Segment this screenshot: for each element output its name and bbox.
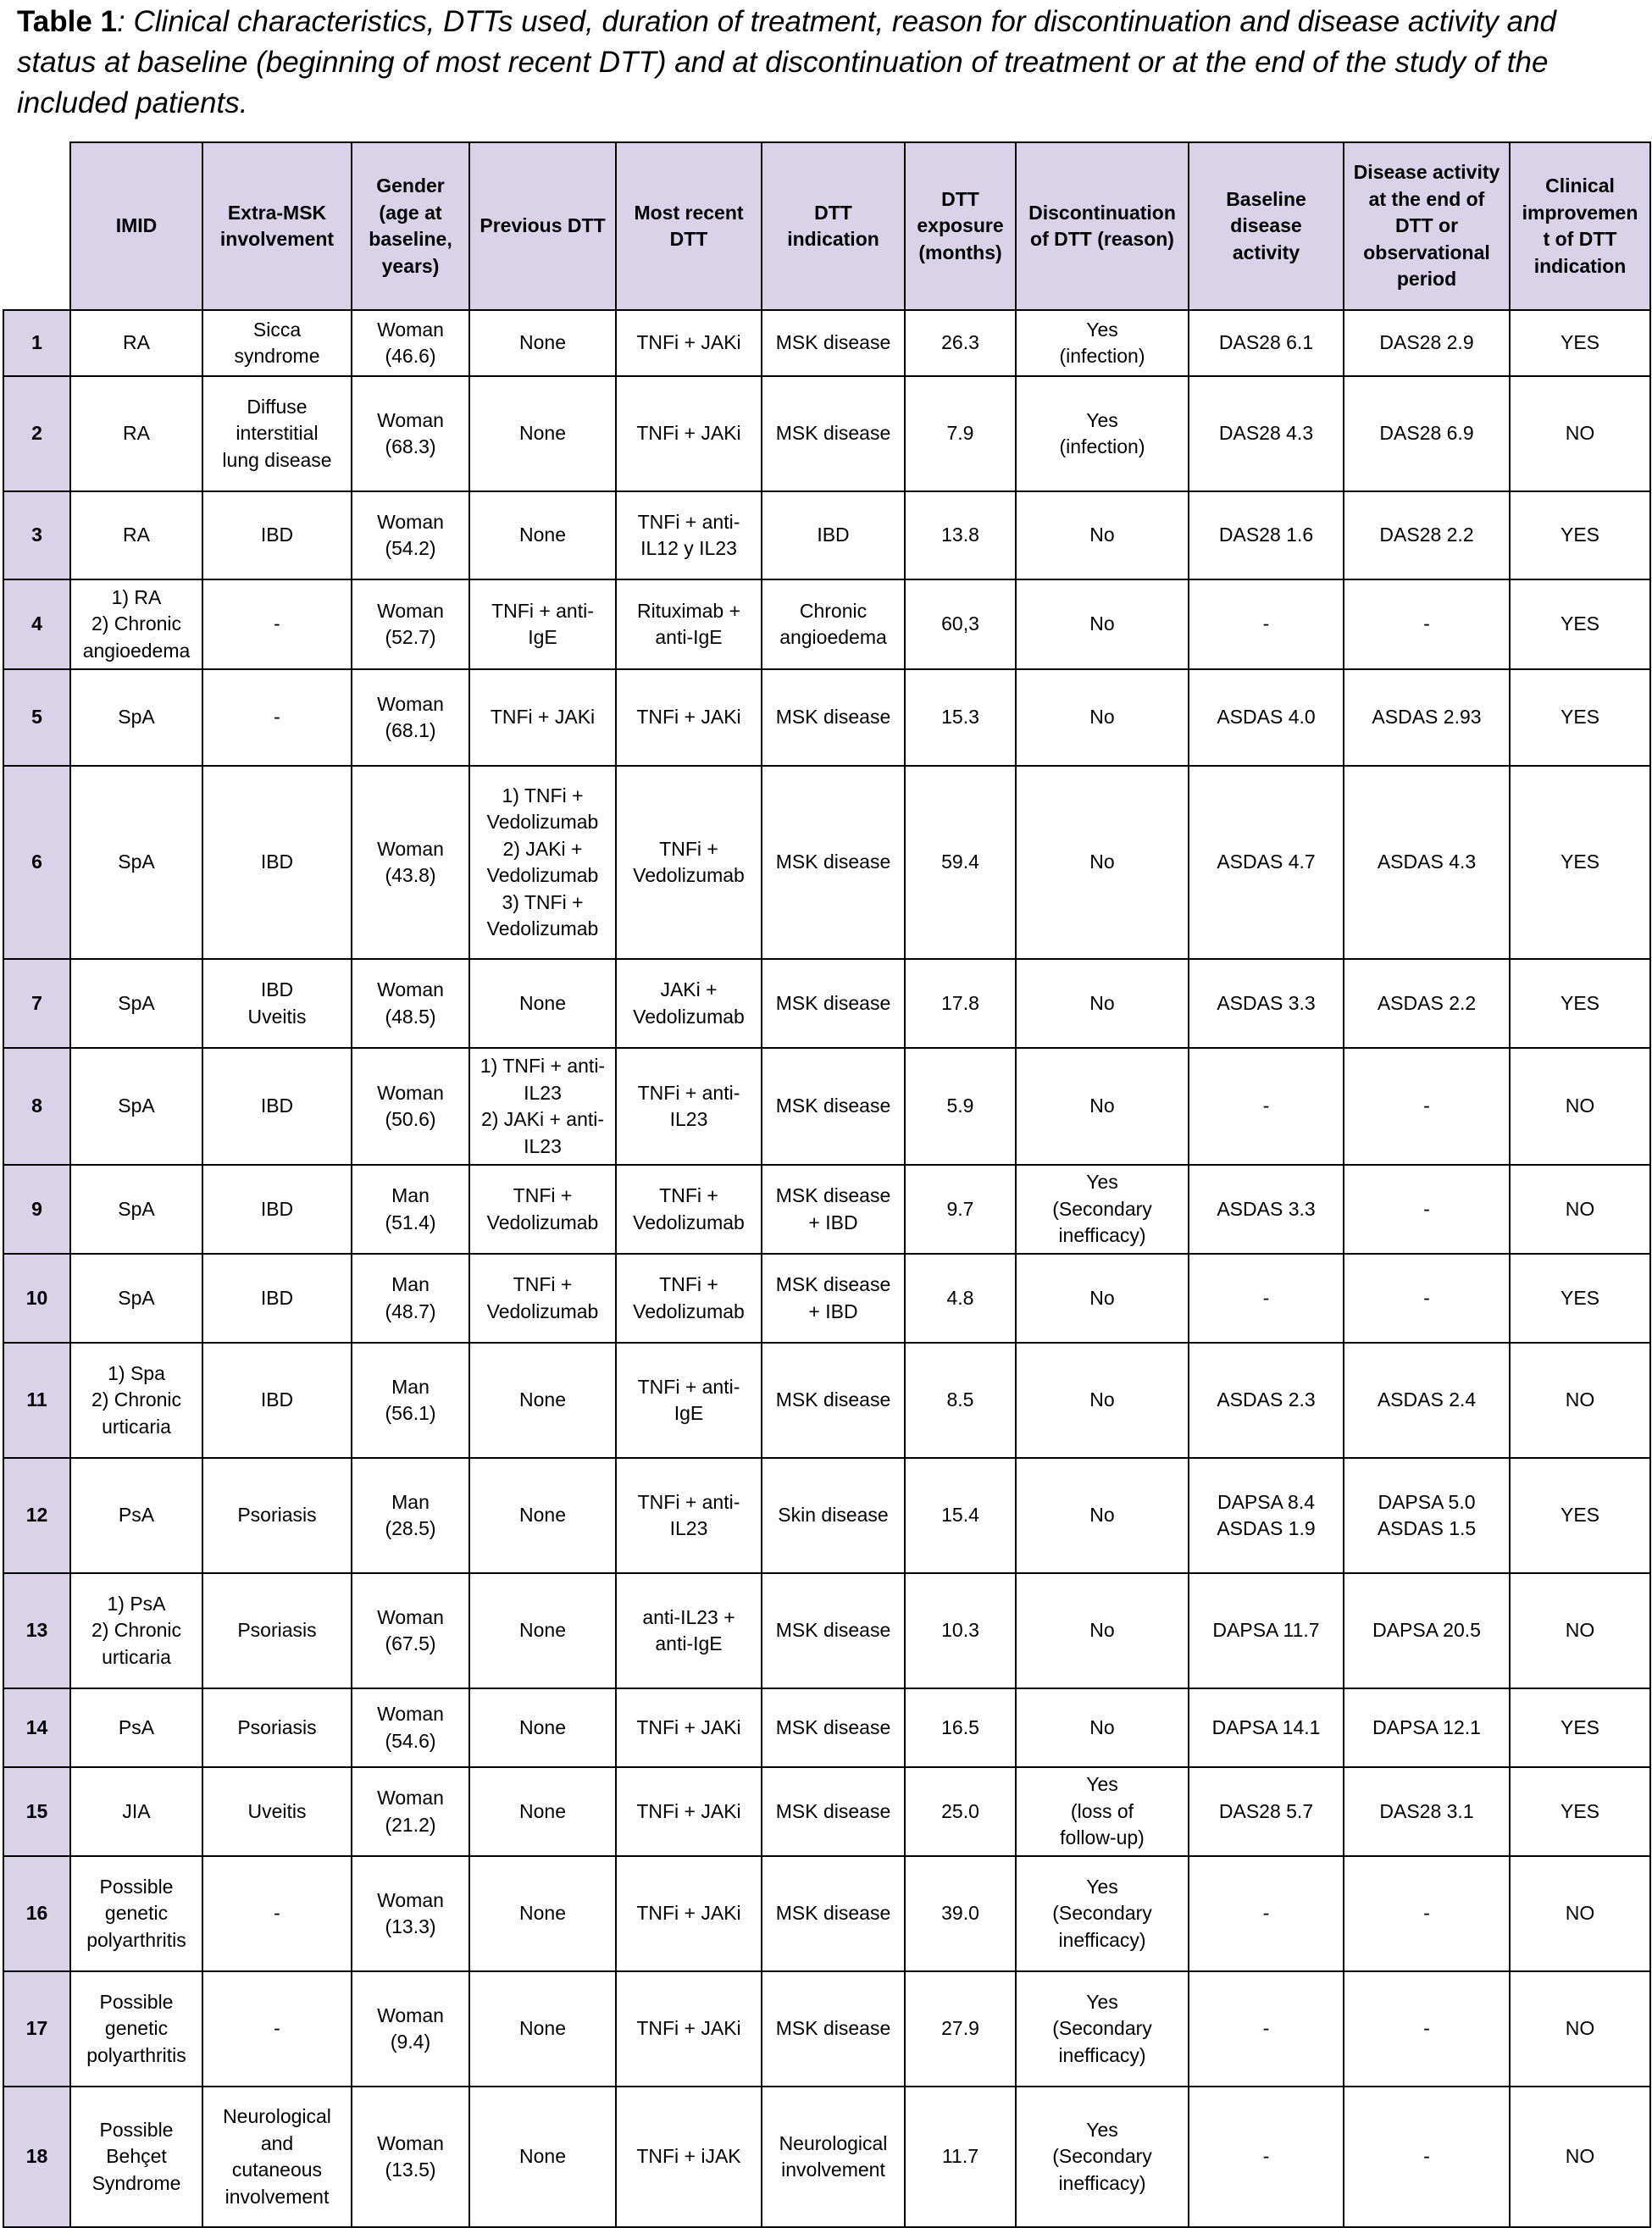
cell-discontinuation: No bbox=[1016, 1343, 1189, 1458]
cell-previous-dtt: None bbox=[469, 1343, 616, 1458]
cell-imid: PsA bbox=[70, 1688, 202, 1767]
cell-baseline-activity: - bbox=[1189, 579, 1344, 669]
clinical-characteristics-table bbox=[3, 141, 1651, 2228]
cell-end-activity: - bbox=[1344, 1048, 1510, 1165]
row-number: 2 bbox=[3, 376, 70, 491]
cell-clinical-improvement: YES bbox=[1510, 1254, 1650, 1343]
table-row bbox=[3, 491, 1650, 579]
cell-dtt-indication: MSK disease + IBD bbox=[762, 1254, 905, 1343]
cell-gender-age: Woman (43.8) bbox=[352, 766, 469, 959]
table-row bbox=[3, 1767, 1650, 1856]
cell-end-activity: ASDAS 4.3 bbox=[1344, 766, 1510, 959]
cell-imid: RA bbox=[70, 310, 202, 376]
header-most-recent-dtt: Most recent DTT bbox=[616, 142, 762, 310]
cell-dtt-indication: MSK disease bbox=[762, 1573, 905, 1688]
cell-previous-dtt: None bbox=[469, 1856, 616, 1971]
cell-most-recent-dtt: JAKi + Vedolizumab bbox=[616, 959, 762, 1048]
cell-clinical-improvement: YES bbox=[1510, 491, 1650, 579]
cell-clinical-improvement: YES bbox=[1510, 1458, 1650, 1573]
cell-imid: 1) PsA 2) Chronic urticaria bbox=[70, 1573, 202, 1688]
cell-gender-age: Man (56.1) bbox=[352, 1343, 469, 1458]
row-number: 1 bbox=[3, 310, 70, 376]
cell-baseline-activity: ASDAS 2.3 bbox=[1189, 1343, 1344, 1458]
row-number: 15 bbox=[3, 1767, 70, 1856]
header-gender-age: Gender (age at baseline, years) bbox=[352, 142, 469, 310]
table-row bbox=[3, 579, 1650, 669]
cell-discontinuation: Yes (Secondary inefficacy) bbox=[1016, 1856, 1189, 1971]
cell-imid: RA bbox=[70, 376, 202, 491]
cell-baseline-activity: DAS28 4.3 bbox=[1189, 376, 1344, 491]
cell-imid: SpA bbox=[70, 959, 202, 1048]
cell-extra-msk: IBD bbox=[202, 766, 352, 959]
cell-clinical-improvement: NO bbox=[1510, 1573, 1650, 1688]
cell-clinical-improvement: YES bbox=[1510, 579, 1650, 669]
cell-discontinuation: No bbox=[1016, 766, 1189, 959]
cell-baseline-activity: ASDAS 3.3 bbox=[1189, 959, 1344, 1048]
cell-discontinuation: No bbox=[1016, 959, 1189, 1048]
row-number: 10 bbox=[3, 1254, 70, 1343]
cell-discontinuation: Yes (Secondary inefficacy) bbox=[1016, 1165, 1189, 1254]
cell-discontinuation: No bbox=[1016, 491, 1189, 579]
cell-clinical-improvement: NO bbox=[1510, 1048, 1650, 1165]
table-row bbox=[3, 2087, 1650, 2227]
cell-clinical-improvement: YES bbox=[1510, 310, 1650, 376]
cell-dtt-exposure: 26.3 bbox=[905, 310, 1016, 376]
cell-dtt-exposure: 60,3 bbox=[905, 579, 1016, 669]
row-number: 12 bbox=[3, 1458, 70, 1573]
cell-baseline-activity: - bbox=[1189, 2087, 1344, 2227]
cell-end-activity: ASDAS 2.2 bbox=[1344, 959, 1510, 1048]
table-row bbox=[3, 1458, 1650, 1573]
cell-extra-msk: - bbox=[202, 579, 352, 669]
cell-discontinuation: No bbox=[1016, 1254, 1189, 1343]
table-row bbox=[3, 1856, 1650, 1971]
cell-most-recent-dtt: TNFi + Vedolizumab bbox=[616, 1254, 762, 1343]
cell-clinical-improvement: NO bbox=[1510, 1343, 1650, 1458]
cell-dtt-indication: MSK disease bbox=[762, 959, 905, 1048]
row-number: 6 bbox=[3, 766, 70, 959]
cell-dtt-exposure: 11.7 bbox=[905, 2087, 1016, 2227]
row-number: 7 bbox=[3, 959, 70, 1048]
cell-end-activity: - bbox=[1344, 579, 1510, 669]
cell-imid: 1) RA 2) Chronic angioedema bbox=[70, 579, 202, 669]
cell-discontinuation: Yes (loss of follow-up) bbox=[1016, 1767, 1189, 1856]
cell-baseline-activity: ASDAS 3.3 bbox=[1189, 1165, 1344, 1254]
cell-dtt-exposure: 9.7 bbox=[905, 1165, 1016, 1254]
cell-extra-msk: - bbox=[202, 1971, 352, 2087]
cell-imid: SpA bbox=[70, 1165, 202, 1254]
cell-most-recent-dtt: TNFi + JAKi bbox=[616, 1856, 762, 1971]
cell-dtt-exposure: 7.9 bbox=[905, 376, 1016, 491]
row-number: 13 bbox=[3, 1573, 70, 1688]
table-row bbox=[3, 1048, 1650, 1165]
header-dtt-exposure: DTT exposure (months) bbox=[905, 142, 1016, 310]
cell-gender-age: Woman (46.6) bbox=[352, 310, 469, 376]
cell-clinical-improvement: NO bbox=[1510, 1971, 1650, 2087]
cell-dtt-indication: Neurological involvement bbox=[762, 2087, 905, 2227]
cell-dtt-indication: MSK disease bbox=[762, 1971, 905, 2087]
cell-extra-msk: IBD bbox=[202, 1048, 352, 1165]
cell-baseline-activity: DAPSA 8.4 ASDAS 1.9 bbox=[1189, 1458, 1344, 1573]
cell-extra-msk: Psoriasis bbox=[202, 1458, 352, 1573]
table-row bbox=[3, 1573, 1650, 1688]
cell-extra-msk: Neurological and cutaneous involvement bbox=[202, 2087, 352, 2227]
cell-previous-dtt: None bbox=[469, 491, 616, 579]
cell-discontinuation: Yes (infection) bbox=[1016, 376, 1189, 491]
header-row bbox=[3, 142, 1650, 310]
cell-dtt-exposure: 8.5 bbox=[905, 1343, 1016, 1458]
cell-extra-msk: - bbox=[202, 1856, 352, 1971]
table-row bbox=[3, 959, 1650, 1048]
cell-dtt-indication: MSK disease bbox=[762, 376, 905, 491]
cell-gender-age: Woman (67.5) bbox=[352, 1573, 469, 1688]
cell-gender-age: Woman (68.3) bbox=[352, 376, 469, 491]
cell-imid: 1) Spa 2) Chronic urticaria bbox=[70, 1343, 202, 1458]
cell-discontinuation: No bbox=[1016, 1458, 1189, 1573]
header-discontinuation: Discontinuation of DTT (reason) bbox=[1016, 142, 1189, 310]
header-end-activity: Disease activity at the end of DTT or observational period bbox=[1344, 142, 1510, 310]
cell-gender-age: Woman (52.7) bbox=[352, 579, 469, 669]
cell-dtt-exposure: 25.0 bbox=[905, 1767, 1016, 1856]
cell-most-recent-dtt: TNFi + iJAK bbox=[616, 2087, 762, 2227]
cell-imid: Possible Behçet Syndrome bbox=[70, 2087, 202, 2227]
cell-baseline-activity: - bbox=[1189, 1856, 1344, 1971]
cell-gender-age: Man (48.7) bbox=[352, 1254, 469, 1343]
cell-extra-msk: Psoriasis bbox=[202, 1573, 352, 1688]
row-number: 16 bbox=[3, 1856, 70, 1971]
cell-end-activity: DAPSA 5.0 ASDAS 1.5 bbox=[1344, 1458, 1510, 1573]
cell-previous-dtt: TNFi + Vedolizumab bbox=[469, 1254, 616, 1343]
cell-extra-msk: Diffuse interstitial lung disease bbox=[202, 376, 352, 491]
cell-end-activity: DAS28 3.1 bbox=[1344, 1767, 1510, 1856]
header-extra-msk-involvement: Extra-MSK involvement bbox=[202, 142, 352, 310]
cell-dtt-indication: MSK disease bbox=[762, 1048, 905, 1165]
cell-imid: RA bbox=[70, 491, 202, 579]
cell-extra-msk: - bbox=[202, 669, 352, 766]
cell-imid: Possible genetic polyarthritis bbox=[70, 1971, 202, 2087]
cell-most-recent-dtt: TNFi + JAKi bbox=[616, 310, 762, 376]
cell-baseline-activity: ASDAS 4.0 bbox=[1189, 669, 1344, 766]
cell-dtt-indication: MSK disease bbox=[762, 669, 905, 766]
cell-discontinuation: No bbox=[1016, 579, 1189, 669]
caption-label: Table 1 bbox=[17, 5, 118, 38]
cell-discontinuation: Yes (Secondary inefficacy) bbox=[1016, 1971, 1189, 2087]
cell-end-activity: ASDAS 2.4 bbox=[1344, 1343, 1510, 1458]
cell-imid: PsA bbox=[70, 1458, 202, 1573]
table-row bbox=[3, 669, 1650, 766]
cell-most-recent-dtt: TNFi + JAKi bbox=[616, 669, 762, 766]
cell-dtt-exposure: 4.8 bbox=[905, 1254, 1016, 1343]
cell-baseline-activity: - bbox=[1189, 1048, 1344, 1165]
cell-end-activity: - bbox=[1344, 1165, 1510, 1254]
cell-extra-msk: Psoriasis bbox=[202, 1688, 352, 1767]
cell-dtt-exposure: 13.8 bbox=[905, 491, 1016, 579]
cell-end-activity: - bbox=[1344, 2087, 1510, 2227]
header-previous-dtt: Previous DTT bbox=[469, 142, 616, 310]
row-number: 18 bbox=[3, 2087, 70, 2227]
cell-extra-msk: Sicca syndrome bbox=[202, 310, 352, 376]
table-row bbox=[3, 310, 1650, 376]
table-row bbox=[3, 1165, 1650, 1254]
cell-most-recent-dtt: TNFi + anti- IL23 bbox=[616, 1458, 762, 1573]
cell-dtt-indication: MSK disease bbox=[762, 1767, 905, 1856]
cell-imid: SpA bbox=[70, 669, 202, 766]
row-number: 9 bbox=[3, 1165, 70, 1254]
cell-clinical-improvement: NO bbox=[1510, 376, 1650, 491]
cell-previous-dtt: None bbox=[469, 1573, 616, 1688]
cell-clinical-improvement: YES bbox=[1510, 1688, 1650, 1767]
cell-gender-age: Woman (13.3) bbox=[352, 1856, 469, 1971]
cell-dtt-exposure: 5.9 bbox=[905, 1048, 1016, 1165]
cell-end-activity: - bbox=[1344, 1971, 1510, 2087]
cell-most-recent-dtt: TNFi + JAKi bbox=[616, 376, 762, 491]
row-number: 8 bbox=[3, 1048, 70, 1165]
cell-previous-dtt: None bbox=[469, 376, 616, 491]
cell-dtt-indication: MSK disease bbox=[762, 1688, 905, 1767]
table-row bbox=[3, 376, 1650, 491]
cell-gender-age: Man (51.4) bbox=[352, 1165, 469, 1254]
cell-baseline-activity: DAS28 1.6 bbox=[1189, 491, 1344, 579]
cell-discontinuation: Yes (Secondary inefficacy) bbox=[1016, 2087, 1189, 2227]
header-clinical-improvement: Clinical improvemen t of DTT indication bbox=[1510, 142, 1650, 310]
cell-baseline-activity: DAS28 6.1 bbox=[1189, 310, 1344, 376]
cell-baseline-activity: ASDAS 4.7 bbox=[1189, 766, 1344, 959]
cell-extra-msk: IBD bbox=[202, 491, 352, 579]
cell-gender-age: Woman (50.6) bbox=[352, 1048, 469, 1165]
header-baseline-activity: Baseline disease activity bbox=[1189, 142, 1344, 310]
cell-dtt-indication: MSK disease + IBD bbox=[762, 1165, 905, 1254]
cell-dtt-indication: Chronic angioedema bbox=[762, 579, 905, 669]
cell-end-activity: - bbox=[1344, 1254, 1510, 1343]
cell-imid: SpA bbox=[70, 1254, 202, 1343]
cell-end-activity: DAPSA 12.1 bbox=[1344, 1688, 1510, 1767]
cell-previous-dtt: None bbox=[469, 310, 616, 376]
cell-clinical-improvement: NO bbox=[1510, 1165, 1650, 1254]
cell-baseline-activity: DAPSA 14.1 bbox=[1189, 1688, 1344, 1767]
row-number: 5 bbox=[3, 669, 70, 766]
cell-dtt-exposure: 15.4 bbox=[905, 1458, 1016, 1573]
cell-clinical-improvement: YES bbox=[1510, 1767, 1650, 1856]
cell-previous-dtt: None bbox=[469, 1767, 616, 1856]
cell-dtt-indication: IBD bbox=[762, 491, 905, 579]
cell-gender-age: Woman (21.2) bbox=[352, 1767, 469, 1856]
cell-end-activity: - bbox=[1344, 1856, 1510, 1971]
cell-discontinuation: Yes (infection) bbox=[1016, 310, 1189, 376]
cell-previous-dtt: None bbox=[469, 959, 616, 1048]
header-cell-blank bbox=[3, 142, 70, 310]
cell-extra-msk: Uveitis bbox=[202, 1767, 352, 1856]
cell-previous-dtt: None bbox=[469, 1688, 616, 1767]
cell-baseline-activity: - bbox=[1189, 1971, 1344, 2087]
cell-previous-dtt: 1) TNFi + anti- IL23 2) JAKi + anti- IL23 bbox=[469, 1048, 616, 1165]
cell-end-activity: ASDAS 2.93 bbox=[1344, 669, 1510, 766]
cell-most-recent-dtt: TNFi + JAKi bbox=[616, 1971, 762, 2087]
cell-most-recent-dtt: TNFi + anti- IL12 y IL23 bbox=[616, 491, 762, 579]
cell-previous-dtt: 1) TNFi + Vedolizumab 2) JAKi + Vedolizumab 3) TNFi + Vedolizumab bbox=[469, 766, 616, 959]
cell-previous-dtt: TNFi + Vedolizumab bbox=[469, 1165, 616, 1254]
table-row bbox=[3, 1688, 1650, 1767]
caption-text: : Clinical characteristics, DTTs used, duration of treatment, reason for discontinuation and disease activity and status at baseline (beginning of most recent DTT) and at discontinuation of treatment or at the end of the study of the included patients. bbox=[17, 5, 1557, 119]
cell-dtt-exposure: 10.3 bbox=[905, 1573, 1016, 1688]
cell-gender-age: Woman (54.6) bbox=[352, 1688, 469, 1767]
cell-end-activity: DAS28 2.9 bbox=[1344, 310, 1510, 376]
cell-dtt-indication: MSK disease bbox=[762, 1343, 905, 1458]
cell-clinical-improvement: YES bbox=[1510, 959, 1650, 1048]
cell-most-recent-dtt: TNFi + anti- IL23 bbox=[616, 1048, 762, 1165]
header-dtt-indication: DTT indication bbox=[762, 142, 905, 310]
cell-previous-dtt: None bbox=[469, 2087, 616, 2227]
cell-dtt-exposure: 16.5 bbox=[905, 1688, 1016, 1767]
table-row bbox=[3, 766, 1650, 959]
table-row bbox=[3, 1254, 1650, 1343]
cell-dtt-indication: MSK disease bbox=[762, 766, 905, 959]
cell-clinical-improvement: NO bbox=[1510, 1856, 1650, 1971]
cell-dtt-exposure: 15.3 bbox=[905, 669, 1016, 766]
cell-gender-age: Woman (54.2) bbox=[352, 491, 469, 579]
cell-previous-dtt: None bbox=[469, 1971, 616, 2087]
cell-previous-dtt: None bbox=[469, 1458, 616, 1573]
cell-imid: SpA bbox=[70, 766, 202, 959]
cell-discontinuation: No bbox=[1016, 1048, 1189, 1165]
cell-clinical-improvement: YES bbox=[1510, 766, 1650, 959]
cell-clinical-improvement: NO bbox=[1510, 2087, 1650, 2227]
cell-end-activity: DAPSA 20.5 bbox=[1344, 1573, 1510, 1688]
table-caption bbox=[17, 2, 1635, 124]
header-imid: IMID bbox=[70, 142, 202, 310]
cell-dtt-exposure: 59.4 bbox=[905, 766, 1016, 959]
cell-most-recent-dtt: TNFi + JAKi bbox=[616, 1767, 762, 1856]
cell-most-recent-dtt: anti-IL23 + anti-IgE bbox=[616, 1573, 762, 1688]
cell-baseline-activity: DAS28 5.7 bbox=[1189, 1767, 1344, 1856]
cell-imid: JIA bbox=[70, 1767, 202, 1856]
cell-most-recent-dtt: TNFi + Vedolizumab bbox=[616, 766, 762, 959]
cell-extra-msk: IBD Uveitis bbox=[202, 959, 352, 1048]
cell-dtt-exposure: 17.8 bbox=[905, 959, 1016, 1048]
cell-baseline-activity: - bbox=[1189, 1254, 1344, 1343]
row-number: 14 bbox=[3, 1688, 70, 1767]
cell-imid: Possible genetic polyarthritis bbox=[70, 1856, 202, 1971]
cell-most-recent-dtt: TNFi + anti- IgE bbox=[616, 1343, 762, 1458]
cell-discontinuation: No bbox=[1016, 1688, 1189, 1767]
cell-end-activity: DAS28 6.9 bbox=[1344, 376, 1510, 491]
cell-most-recent-dtt: TNFi + JAKi bbox=[616, 1688, 762, 1767]
table-row bbox=[3, 1971, 1650, 2087]
cell-discontinuation: No bbox=[1016, 1573, 1189, 1688]
cell-gender-age: Woman (13.5) bbox=[352, 2087, 469, 2227]
row-number: 17 bbox=[3, 1971, 70, 2087]
cell-clinical-improvement: YES bbox=[1510, 669, 1650, 766]
row-number: 3 bbox=[3, 491, 70, 579]
cell-dtt-indication: MSK disease bbox=[762, 310, 905, 376]
cell-extra-msk: IBD bbox=[202, 1343, 352, 1458]
cell-previous-dtt: TNFi + JAKi bbox=[469, 669, 616, 766]
cell-gender-age: Woman (68.1) bbox=[352, 669, 469, 766]
cell-dtt-indication: MSK disease bbox=[762, 1856, 905, 1971]
cell-dtt-indication: Skin disease bbox=[762, 1458, 905, 1573]
cell-previous-dtt: TNFi + anti- IgE bbox=[469, 579, 616, 669]
cell-baseline-activity: DAPSA 11.7 bbox=[1189, 1573, 1344, 1688]
row-number: 11 bbox=[3, 1343, 70, 1458]
cell-discontinuation: No bbox=[1016, 669, 1189, 766]
cell-most-recent-dtt: Rituximab + anti-IgE bbox=[616, 579, 762, 669]
cell-dtt-exposure: 27.9 bbox=[905, 1971, 1016, 2087]
cell-imid: SpA bbox=[70, 1048, 202, 1165]
table-row bbox=[3, 1343, 1650, 1458]
cell-end-activity: DAS28 2.2 bbox=[1344, 491, 1510, 579]
cell-gender-age: Woman (48.5) bbox=[352, 959, 469, 1048]
cell-extra-msk: IBD bbox=[202, 1165, 352, 1254]
cell-gender-age: Woman (9.4) bbox=[352, 1971, 469, 2087]
cell-extra-msk: IBD bbox=[202, 1254, 352, 1343]
cell-most-recent-dtt: TNFi + Vedolizumab bbox=[616, 1165, 762, 1254]
cell-gender-age: Man (28.5) bbox=[352, 1458, 469, 1573]
row-number: 4 bbox=[3, 579, 70, 669]
cell-dtt-exposure: 39.0 bbox=[905, 1856, 1016, 1971]
